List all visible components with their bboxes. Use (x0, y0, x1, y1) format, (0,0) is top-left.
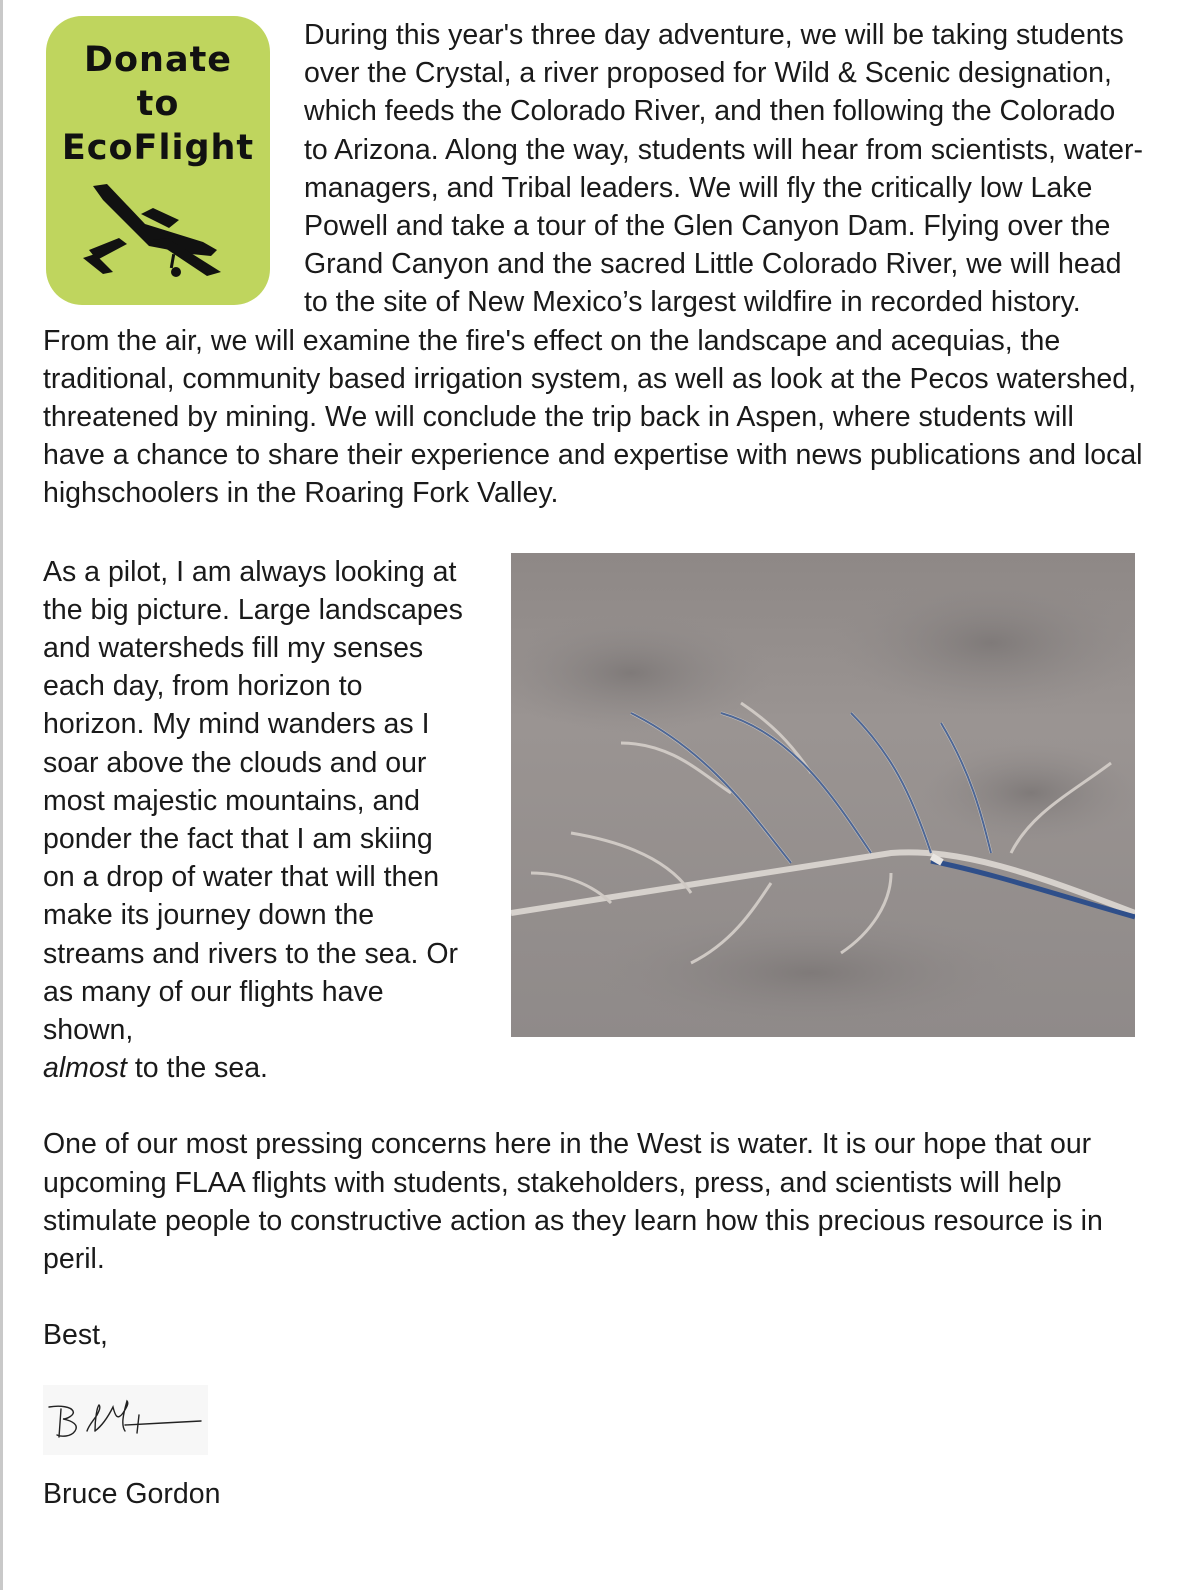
airplane-icon (83, 180, 233, 284)
paragraph-2-main: As a pilot, I am always looking at the big picture. Large landscapes and watersheds fill my senses each day, from horizon to horizon. My mind wanders as I soar above the clouds and our most majestic mountains, and ponder the fact that I am skiing on a drop of water that will then make its journey down the streams and rivers to the sea. Or as many of our flights have shown, (43, 555, 463, 1047)
paragraph-1: During this year's three day adventure, we will be taking students over the Crystal, a river proposed for Wild & Scenic designation, which feeds the Colorado River, and then following the Colorado to Arizona. Along the way, students will hear from scientists, water-managers, and Tribal leaders. We will fly the critically low Lake Powell and take a tour of the Glen Canyon Dam. Flying over the Grand Canyon and the sacred Little Colorado River, we will head to the site of New Mexico’s largest wildfire in recorded history. From the air, we will examine the fire's effect on the landscape and acequias, the traditional, community based irrigation system, as well as look at the Pecos watershed, threatened by mining. We will conclude the trip back in Aspen, where students will have a chance to share their experience and expertise with news publications and local highschoolers in the Roaring Fork Valley. (43, 19, 1144, 510)
handwritten-signature (43, 1385, 208, 1455)
donate-line-2: to (136, 84, 180, 124)
donate-line-3: EcoFlight (61, 128, 255, 168)
donate-line-1: Donate (83, 40, 233, 80)
aerial-river-delta-photo (511, 553, 1135, 1037)
donate-badge-button[interactable] (46, 16, 270, 305)
signer-name: Bruce Gordon (43, 1477, 221, 1510)
intro-section (43, 16, 1143, 513)
paragraph-2-tail: to the sea. (134, 1052, 268, 1085)
left-border (0, 0, 3, 1590)
paragraph-3: One of our most pressing concerns here in the West is water. It is our hope that our upcoming FLAA flights with students, stakeholders, press, and scientists will help stimulate people to constructive action as they learn how this precious resource is in peril. (43, 1128, 1103, 1276)
letter-body (43, 16, 1143, 1513)
pilot-section (43, 553, 1143, 1088)
paragraph-2-emphasis: almost (43, 1052, 127, 1085)
closing-salutation: Best, (43, 1319, 108, 1352)
